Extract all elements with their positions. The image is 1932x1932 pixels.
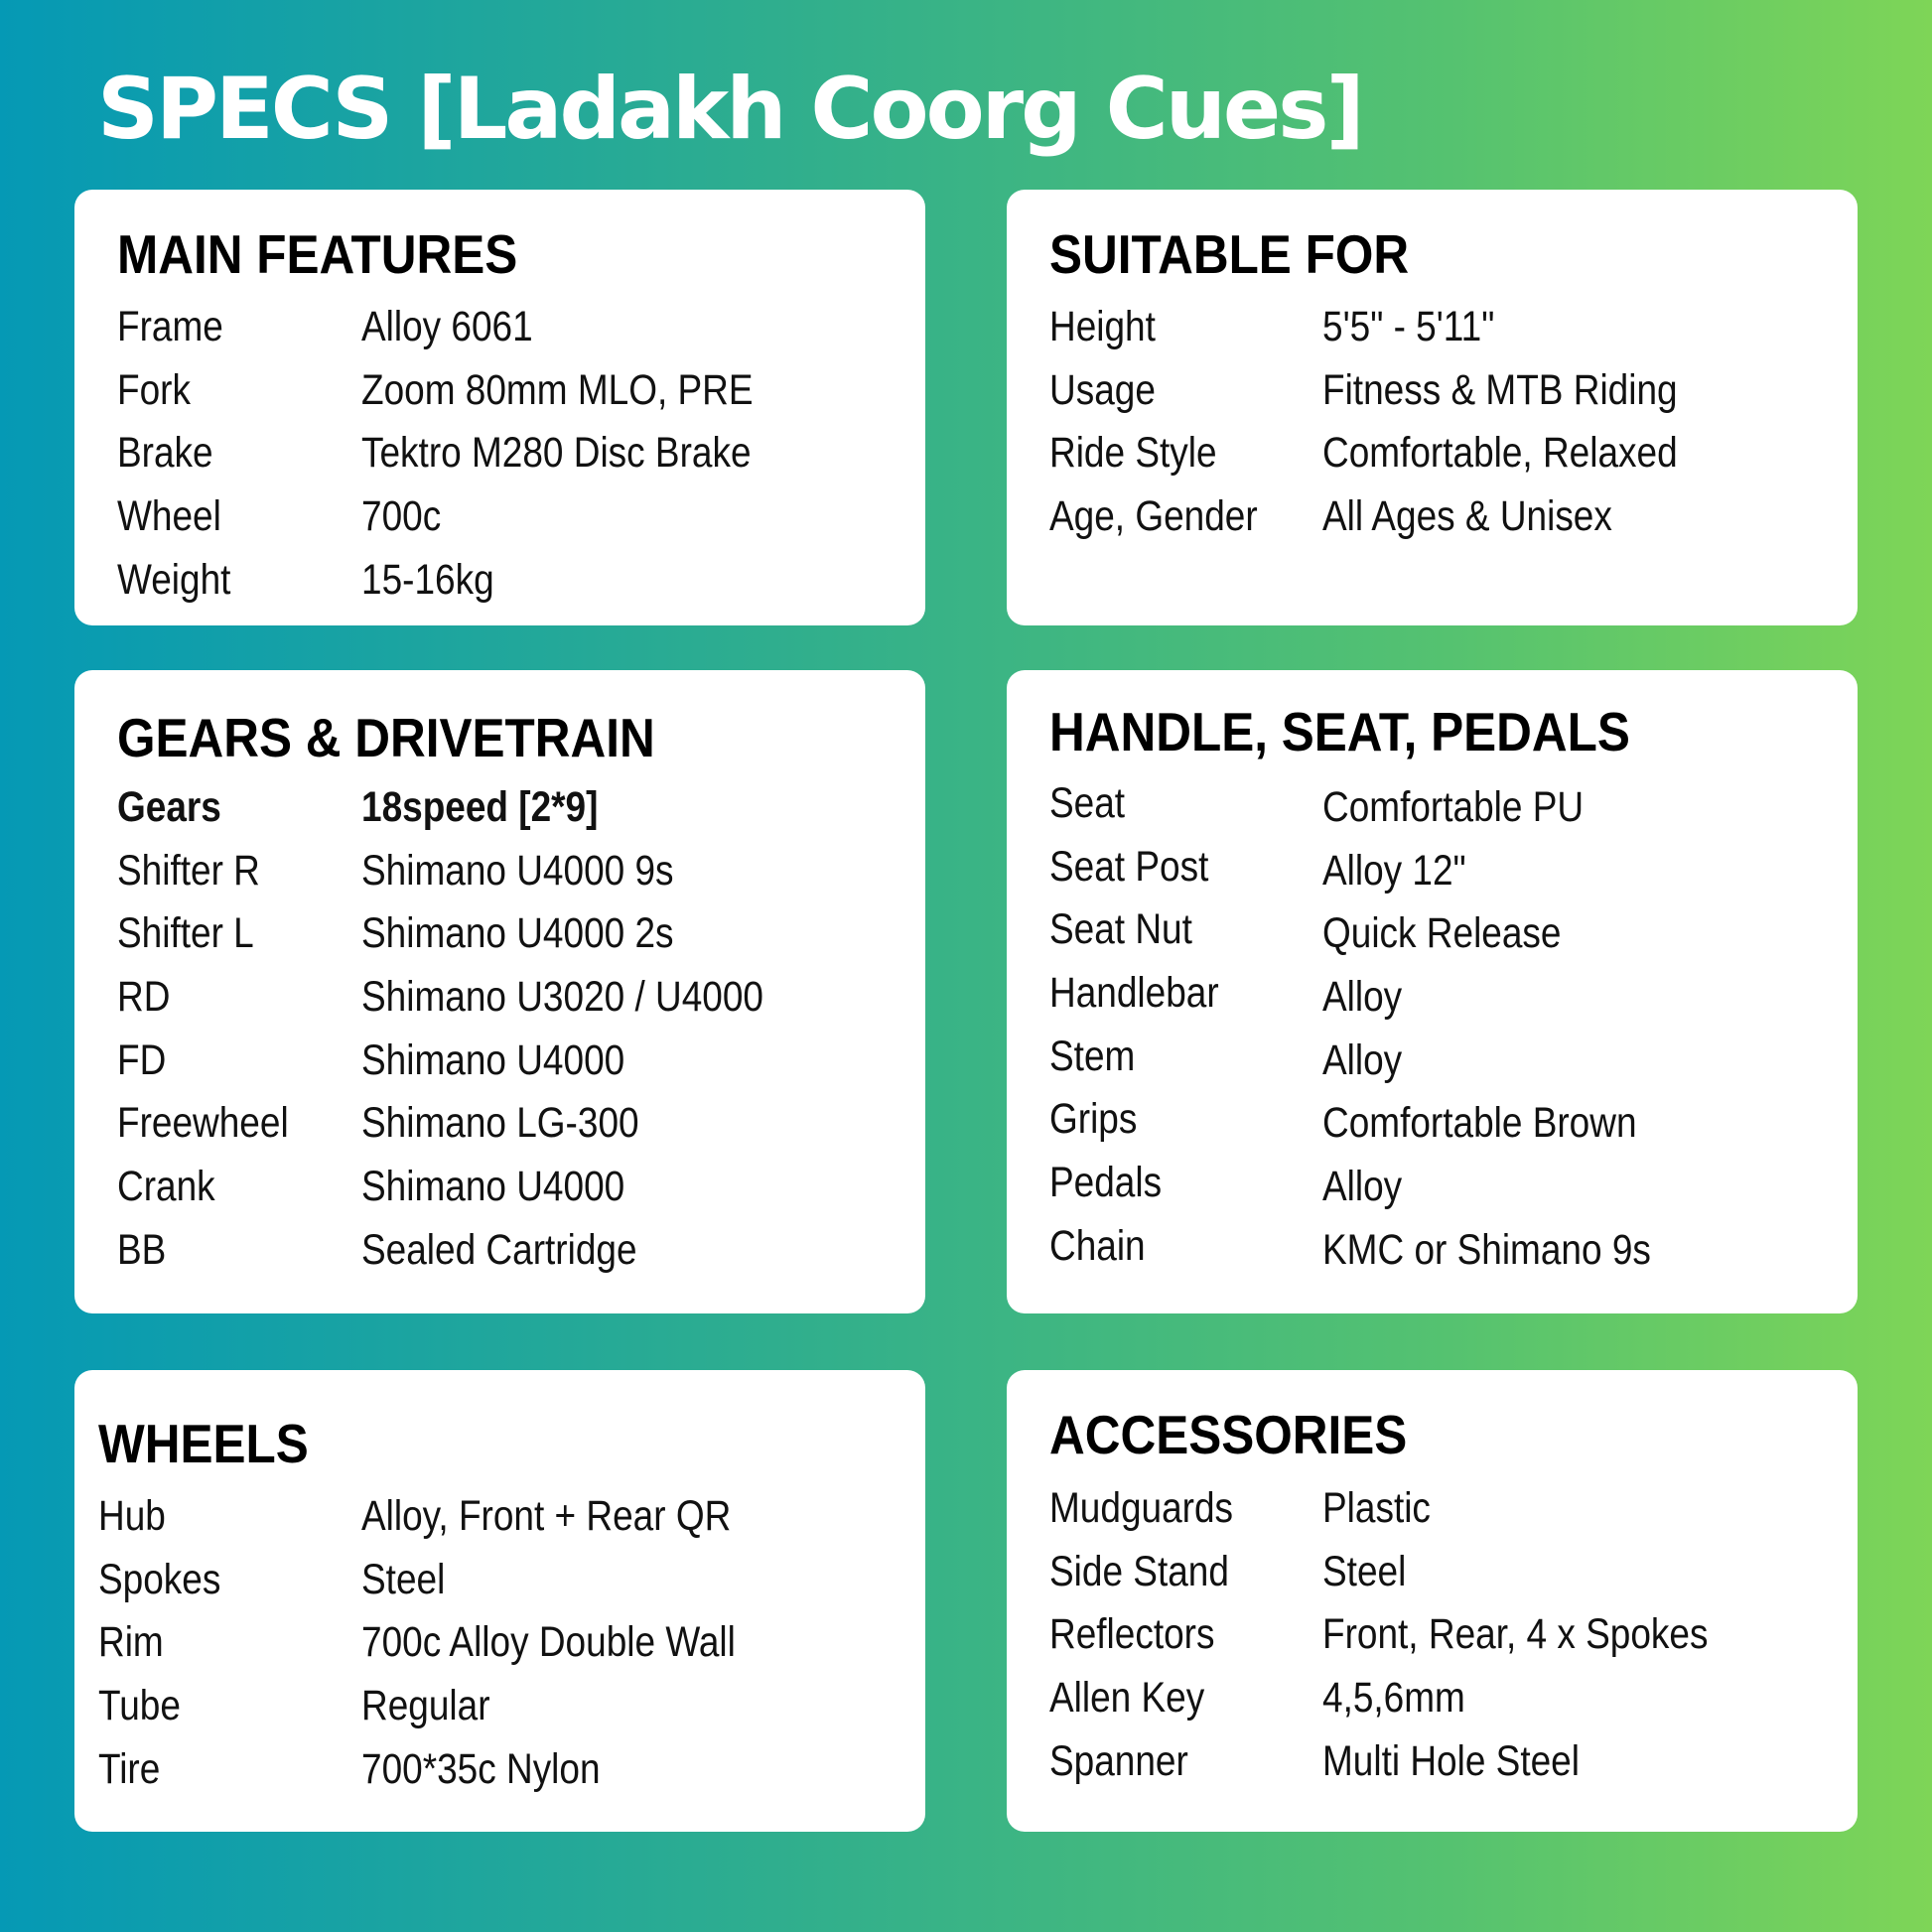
handle-seat-pedals-heading: HANDLE, SEAT, PEDALS <box>1049 701 1630 762</box>
spec-value: Alloy 12" <box>1322 846 1466 895</box>
accessories-heading: ACCESSORIES <box>1049 1404 1408 1465</box>
spec-label: Seat Post <box>1049 842 1209 891</box>
spec-value: 4,5,6mm <box>1322 1674 1465 1723</box>
spec-label: Grips <box>1049 1095 1138 1144</box>
spec-label: Chain <box>1049 1221 1146 1270</box>
main-features-heading: MAIN FEATURES <box>117 223 518 285</box>
spec-label: Spokes <box>98 1555 221 1603</box>
spec-label: BB <box>117 1225 167 1274</box>
spec-label: FD <box>117 1035 167 1084</box>
spec-label: Fork <box>117 365 191 414</box>
spec-value: Alloy <box>1322 973 1403 1022</box>
spec-value: All Ages & Unisex <box>1322 492 1612 541</box>
spec-value: Alloy <box>1322 1035 1403 1084</box>
spec-label: RD <box>117 973 171 1022</box>
spec-value: 5'5" - 5'11" <box>1322 303 1495 350</box>
spec-value: 700c Alloy Double Wall <box>361 1618 736 1667</box>
spec-value: Zoom 80mm MLO, PRE <box>361 365 754 414</box>
spec-value: Regular <box>361 1682 490 1730</box>
suitable-for-heading: SUITABLE FOR <box>1049 223 1410 285</box>
spec-value: Shimano U4000 <box>361 1163 625 1211</box>
spec-label: Tire <box>98 1744 161 1793</box>
spec-label: Hub <box>98 1492 166 1540</box>
spec-label: Shifter R <box>117 846 260 895</box>
spec-label: Ride Style <box>1049 429 1217 478</box>
spec-value: Sealed Cartridge <box>361 1225 637 1274</box>
spec-value: Steel <box>361 1555 446 1603</box>
spec-value: Tektro M280 Disc Brake <box>361 429 752 478</box>
spec-label: Freewheel <box>117 1099 289 1148</box>
spec-value: Comfortable Brown <box>1322 1099 1637 1148</box>
spec-label: Side Stand <box>1049 1547 1229 1595</box>
spec-value: Comfortable, Relaxed <box>1322 429 1678 478</box>
spec-label: Tube <box>98 1682 181 1730</box>
spec-value: 700*35c Nylon <box>361 1744 601 1793</box>
spec-value: Alloy 6061 <box>361 303 533 350</box>
spec-value: Front, Rear, 4 x Spokes <box>1322 1610 1709 1659</box>
spec-value: Shimano U4000 2s <box>361 909 674 958</box>
spec-value: Shimano U3020 / U4000 <box>361 973 763 1022</box>
spec-value: Shimano U4000 9s <box>361 846 674 895</box>
spec-label: Weight <box>117 555 231 604</box>
spec-value: Alloy <box>1322 1163 1403 1211</box>
spec-label: Stem <box>1049 1032 1136 1080</box>
spec-label: Shifter L <box>117 909 254 958</box>
spec-label: Brake <box>117 429 213 478</box>
spec-label: Age, Gender <box>1049 492 1258 541</box>
spec-label: Handlebar <box>1049 969 1219 1018</box>
spec-label: Height <box>1049 303 1156 350</box>
spec-value: 15-16kg <box>361 555 494 604</box>
spec-value: Comfortable PU <box>1322 783 1585 831</box>
spec-value: 700c <box>361 492 442 541</box>
spec-label: Crank <box>117 1163 215 1211</box>
spec-label: Seat Nut <box>1049 905 1192 954</box>
spec-value: Quick Release <box>1322 909 1562 958</box>
spec-value: Multi Hole Steel <box>1322 1736 1580 1785</box>
spec-label: Mudguards <box>1049 1484 1234 1532</box>
spec-label: Spanner <box>1049 1736 1188 1785</box>
spec-label: Reflectors <box>1049 1610 1215 1659</box>
spec-label: Frame <box>117 303 223 350</box>
spec-value: KMC or Shimano 9s <box>1322 1225 1651 1274</box>
gears-drivetrain-heading: GEARS & DRIVETRAIN <box>117 707 655 768</box>
spec-label: Gears <box>117 783 221 831</box>
spec-label: Allen Key <box>1049 1674 1205 1723</box>
spec-label: Pedals <box>1049 1159 1163 1207</box>
spec-label: Usage <box>1049 365 1156 414</box>
page-title: SPECS [Ladakh Coorg Cues] <box>97 60 1362 159</box>
spec-value: Plastic <box>1322 1484 1431 1532</box>
spec-value: 18speed [2*9] <box>361 783 599 831</box>
spec-label: Seat <box>1049 779 1126 827</box>
spec-value: Steel <box>1322 1547 1407 1595</box>
spec-label: Wheel <box>117 492 221 541</box>
spec-value: Alloy, Front + Rear QR <box>361 1492 732 1540</box>
spec-value: Fitness & MTB Riding <box>1322 365 1678 414</box>
wheels-heading: WHEELS <box>98 1413 309 1474</box>
spec-value: Shimano U4000 <box>361 1035 625 1084</box>
spec-value: Shimano LG-300 <box>361 1099 639 1148</box>
spec-label: Rim <box>98 1618 164 1667</box>
